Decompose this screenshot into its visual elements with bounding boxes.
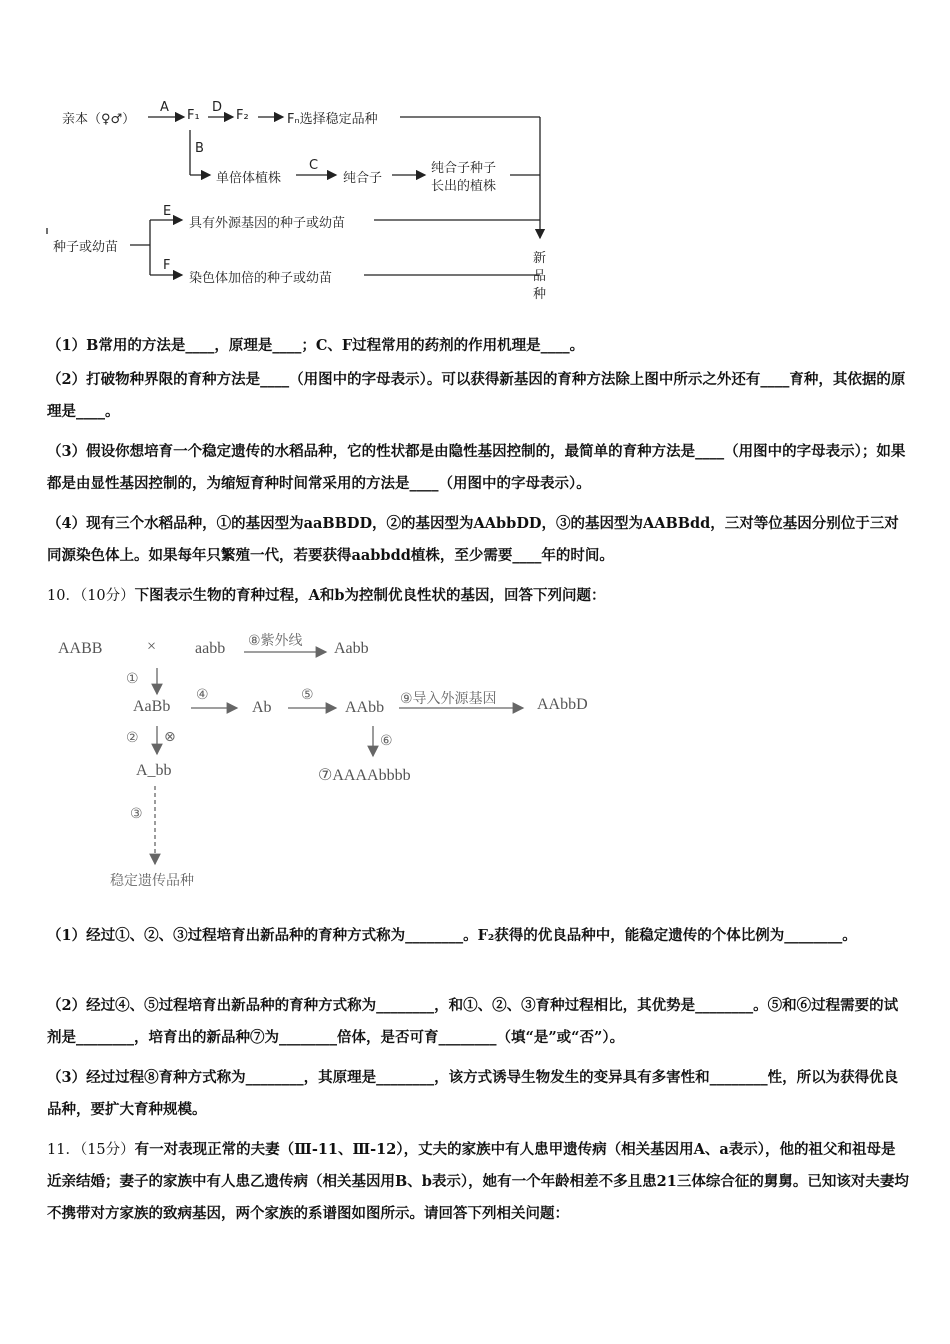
new-variety-char-2: 品 (533, 269, 547, 284)
f1-label: F₁ (187, 108, 200, 123)
step-2-label: ② (126, 730, 139, 746)
a-bb-label: A_bb (136, 762, 172, 779)
doubled-label: 染色体加倍的种子或幼苗 (189, 271, 333, 286)
q11-block (47, 1134, 909, 1230)
step-6-label: ⑥ (380, 733, 393, 749)
seed-label: 种子或幼苗 (53, 240, 119, 255)
q11-number: 11．（15分） (47, 1142, 135, 1158)
q9-part-2: （2）打破物种界限的育种方法是____（用图中的字母表示）。可以获得新基因的育种方法除上图中所示之外还有____育种，其依据的原理是____。 (47, 371, 906, 420)
stable-variety-label: 稳定遗传品种 (110, 873, 194, 889)
aabb-f1-label: AaBb (133, 698, 171, 715)
step-c-label: C (309, 158, 319, 173)
cross-symbol: × (147, 638, 157, 655)
step-a-label: A (160, 100, 169, 115)
new-variety-char-3: 种 (533, 287, 547, 302)
f2-label: F₂ (236, 108, 249, 123)
aabb-haploid-derived-label: AAbb (345, 699, 385, 716)
q10-part-1: （1）经过①、②、③过程培育出新品种的育种方式称为________。F₂获得的优良品种中，能稳定遗传的个体比例为________。 (47, 927, 857, 944)
step-f-label: F (163, 258, 171, 273)
step-9-label: ⑨导入外源基因 (400, 691, 497, 707)
step-e-label: E (163, 204, 172, 219)
haploid-label: 单倍体植株 (216, 171, 282, 186)
q10-part-3: （3）经过过程⑧育种方式称为________，其原理是________，该方式诱导生物发生的变异具有多害性和________性，所以为获得优良品种，要扩大育种规模。 (47, 1069, 899, 1118)
q10-stem: 下图表示生物的育种过程，A和b为控制优良性状的基因，回答下列问题： (134, 587, 606, 604)
new-variety-char-1: 新 (533, 251, 547, 266)
pure-seed-label: 纯合子种子 (431, 161, 497, 176)
step-3-label: ③ (130, 806, 143, 822)
step-8-label: ⑧紫外线 (248, 633, 303, 649)
step-b-label: B (195, 141, 204, 156)
pure-plant-label: 长出的植株 (431, 179, 497, 194)
homozygote-label: 纯合子 (343, 171, 383, 186)
selfing-symbol: ⊗ (164, 729, 176, 745)
q9-part-3: （3）假设你想培育一个稳定遗传的水稻品种，它的性状都是由隐性基因控制的，最简单的育种方法是____（用图中的字母表示）；如果都是由显性基因控制的，为缩短育种时间常采用的方法是____（用图中的字母表示）。 (47, 443, 906, 492)
aabb-lower-label: aabb (195, 640, 226, 657)
q9-part-1: （1）B常用的方法是____，原理是____；C、F过程常用的药剂的作用机理是____。 (47, 337, 585, 354)
q10-part-2: （2）经过④、⑤过程培育出新品种的育种方式称为________，和①、②、③育种过程相比，其优势是________。⑤和⑥过程需要的试剂是________，培育出的新品种⑦为________倍体，是否可育________（填“是”或“否”）。 (47, 997, 899, 1046)
aabbd-label: AAbbD (537, 696, 588, 713)
fn-label: Fₙ选择稳定品种 (287, 112, 378, 127)
q11-stem: 有一对表现正常的夫妻（Ⅲ-11、Ⅲ-12），丈夫的家族中有人患甲遗传病（相关基因用A、a表示），他的祖父和祖母是近亲结婚；妻子的家族中有人患乙遗传病（相关基因用B、b表示），她有一个年龄相差不多且患21三体综合征的舅舅。已知该对夫妻均不携带对方家族的致病基因，两个家族的系谱图如图所示。请回答下列相关问题： (47, 1141, 909, 1222)
tetraploid-label: ⑦AAAAbbbb (318, 767, 411, 784)
q10-number: 10．（10分） (47, 588, 135, 604)
step-1-label: ① (126, 671, 139, 687)
step-5-label: ⑤ (301, 687, 314, 703)
step-d-label: D (212, 100, 223, 115)
ab-gamete-label: Ab (252, 699, 272, 716)
step-4-label: ④ (196, 687, 209, 703)
aabb-capital-label: AABB (58, 640, 103, 657)
aabb-mutant-label: Aabb (334, 640, 369, 657)
foreign-gene-label: 具有外源基因的种子或幼苗 (189, 216, 346, 231)
parent-label: 亲本（♀♂） (62, 112, 136, 127)
q9-part-4: （4）现有三个水稻品种，①的基因型为aaBBDD，②的基因型为AAbbDD，③的基因型为AABBdd，三对等位基因分别位于三对同源染色体上。如果每年只繁殖一代，若要获得aabbdd植株，至少需要____年的时间。 (47, 515, 899, 564)
